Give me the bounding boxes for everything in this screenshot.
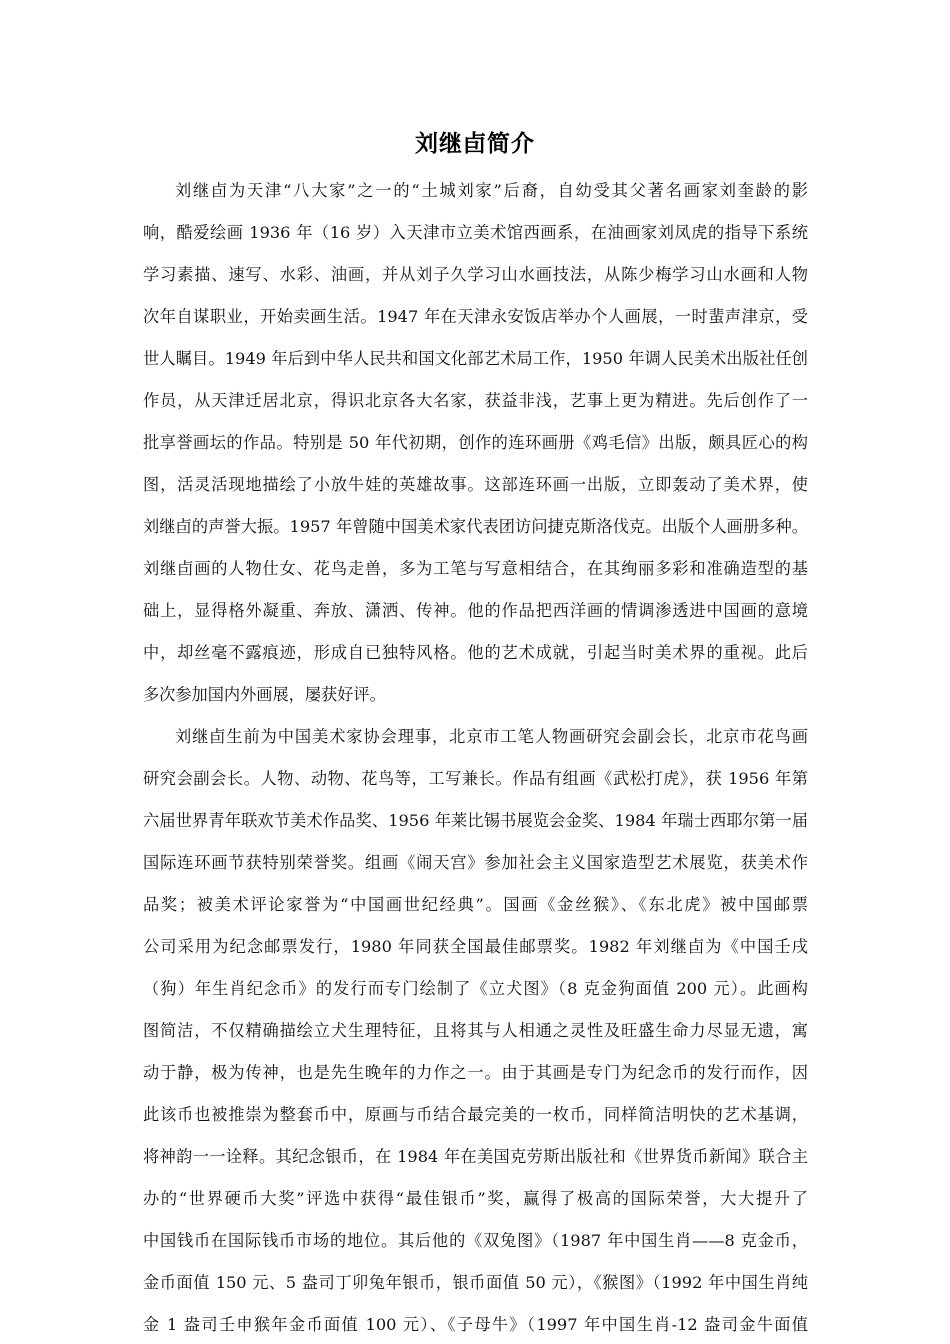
paragraph-line: 多次参加国内外画展，屡获好评。 [143, 685, 386, 704]
document-title: 刘继卣简介 [415, 131, 535, 157]
paragraph-line: 世人瞩目。1949 年后到中华人民共和国文化部艺术局工作，1950 年调人民美术出版社任创 [143, 349, 808, 368]
paragraph-line: （狗）年生肖纪念币》的发行而专门绘制了《立犬图》（8 克金狗面值 200 元）。此画构 [143, 979, 808, 998]
paragraph-line: 批享誉画坛的作品。特别是 50 年代初期，创作的连环画册《鸡毛信》出版，颇具匠心的构 [143, 433, 808, 452]
paragraph-line: 作员，从天津迁居北京，得识北京各大名家，获益非浅，艺事上更为精进。先后创作了一 [143, 391, 808, 410]
paragraph-line: 图简洁，不仅精确描绘立犬生理特征，且将其与人相通之灵性及旺盛生命力尽显无遗，寓 [143, 1021, 808, 1040]
paragraph-line: 研究会副会长。人物、动物、花鸟等，工写兼长。作品有组画《武松打虎》，获 1956 年第 [143, 769, 808, 788]
paragraph-line: 图，活灵活现地描绘了小放牛娃的英雄故事。这部连环画一出版，立即轰动了美术界，使 [143, 475, 808, 494]
paragraph-line: 将神韵一一诠释。其纪念银币，在 1984 年在美国克劳斯出版社和《世界货币新闻》联合主 [143, 1147, 808, 1166]
paragraph-line: 础上，显得格外凝重、奔放、潇洒、传神。他的作品把西洋画的情调渗透进中国画的意境 [143, 601, 808, 620]
paragraph-line: 金 1 盎司壬申猴年金币面值 100 元）、《子母牛》（1997 年中国生肖-12 盎司金牛面值 [143, 1315, 808, 1334]
paragraph-line: 六届世界青年联欢节美术作品奖、1956 年莱比锡书展览会金奖、1984 年瑞士西耶尔第一届 [143, 811, 808, 830]
paragraph-line: 此该币也被推崇为整套币中，原画与币结合最完美的一枚币，同样简洁明快的艺术基调， [143, 1105, 808, 1124]
paragraph-line: 次年自谋职业，开始卖画生活。1947 年在天津永安饭店举办个人画展，一时蜚声津京，受 [143, 307, 808, 326]
paragraph-line: 刘继卣为天津“八大家”之一的“土城刘家”后裔，自幼受其父著名画家刘奎龄的影 [175, 181, 808, 200]
paragraph-line: 刘继卣画的人物仕女、花鸟走兽，多为工笔与写意相结合，在其绚丽多彩和准确造型的基 [143, 559, 808, 578]
paragraph-line: 中国钱币在国际钱币市场的地位。其后他的《双兔图》（1987 年中国生肖——8 克金币， [143, 1231, 808, 1250]
paragraph-line: 刘继卣生前为中国美术家协会理事，北京市工笔人物画研究会副会长，北京市花鸟画 [175, 727, 808, 746]
paragraph-line: 办的“世界硬币大奖”评选中获得“最佳银币”奖，赢得了极高的国际荣誉，大大提升了 [143, 1189, 808, 1208]
paragraph-line: 响，酷爱绘画 1936 年（16 岁）入天津市立美术馆西画系，在油画家刘凤虎的指导下系统 [143, 223, 808, 242]
paragraph-line: 公司采用为纪念邮票发行，1980 年同获全国最佳邮票奖。1982 年刘继卣为《中国壬戌 [143, 937, 808, 956]
paragraph-line: 刘继卣的声誉大振。1957 年曾随中国美术家代表团访问捷克斯洛伐克。出版个人画册多种。 [143, 517, 808, 536]
paragraph-line: 学习素描、速写、水彩、油画，并从刘子久学习山水画技法，从陈少梅学习山水画和人物 [143, 265, 808, 284]
paragraph-line: 中，却丝毫不露痕迹，形成自已独特风格。他的艺术成就，引起当时美术界的重视。此后 [143, 643, 808, 662]
paragraph-line: 金币面值 150 元、5 盎司丁卯兔年银币，银币面值 50 元），《猴图》（1992 年中国生肖纯 [143, 1273, 808, 1292]
paragraph-line: 国际连环画节获特别荣誉奖。组画《闹天宫》参加社会主义国家造型艺术展览，获美术作 [143, 853, 808, 872]
paragraph-line: 动于静，极为传神，也是先生晚年的力作之一。由于其画是专门为纪念币的发行而作，因 [143, 1063, 808, 1082]
paragraph-line: 品奖；被美术评论家誉为“中国画世纪经典”。国画《金丝猴》、《东北虎》被中国邮票 [143, 895, 808, 914]
